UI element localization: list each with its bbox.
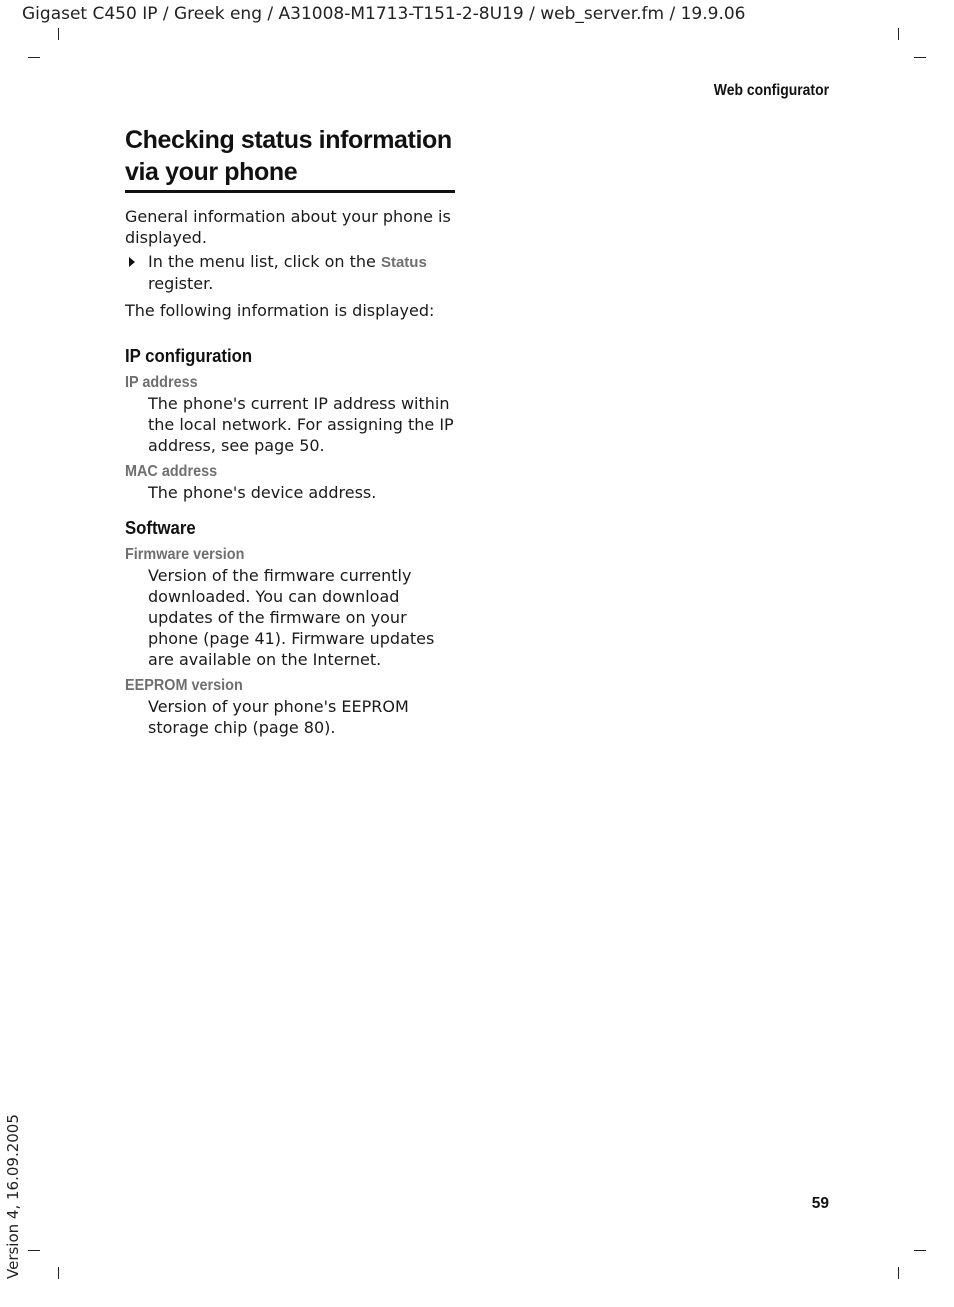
side-version-note: Version 4, 16.09.2005 <box>4 1114 22 1279</box>
intro-paragraph: General information about your phone is displayed. <box>125 207 451 247</box>
content-column <box>125 124 455 738</box>
crop-mark-bottom-left-vertical <box>58 1267 59 1279</box>
section-title: Checking status information via your phone <box>125 124 455 193</box>
step-text-before: In the menu list, click on the <box>148 252 381 271</box>
crop-mark-top-left-vertical <box>58 28 59 40</box>
status-register-reference: Status <box>380 254 427 271</box>
mac-address-description: The phone's device address. <box>148 483 377 502</box>
document-header: Gigaset C450 IP / Greek eng / A31008-M1713-T151-2-8U19 / web_server.fm / 19.9.06 <box>22 4 746 24</box>
step-text-after: register. <box>148 274 214 293</box>
instruction-step <box>125 251 455 294</box>
crop-mark-top-left-horizontal <box>28 57 40 58</box>
crop-mark-top-right-horizontal <box>914 57 926 58</box>
eeprom-version-description: Version of your phone's EEPROM storage chip (page 80). <box>148 697 409 737</box>
crop-mark-bottom-left-horizontal <box>28 1250 40 1251</box>
firmware-version-term: Firmware version <box>125 546 245 563</box>
crop-mark-bottom-right-vertical <box>898 1267 899 1279</box>
crop-mark-bottom-right-horizontal <box>914 1250 926 1251</box>
firmware-version-description: Version of the firmware currently downloaded. You can download updates of the firmware on your phone (page 41). Firmware updates are available on the Internet. <box>148 566 435 669</box>
ip-address-description: The phone's current IP address within the local network. For assigning the IP address, see page 50. <box>148 394 454 455</box>
ip-configuration-heading: IP configuration <box>125 346 253 366</box>
running-head: Web configurator <box>713 82 829 99</box>
software-heading: Software <box>125 518 196 538</box>
eeprom-version-term: EEPROM version <box>125 677 243 694</box>
page-number: 59 <box>811 1195 829 1212</box>
follow-up-paragraph: The following information is displayed: <box>125 301 435 320</box>
step-arrow-icon <box>129 257 135 267</box>
crop-mark-top-right-vertical <box>898 28 899 40</box>
mac-address-term: MAC address <box>125 463 218 480</box>
ip-address-term: IP address <box>125 374 198 391</box>
